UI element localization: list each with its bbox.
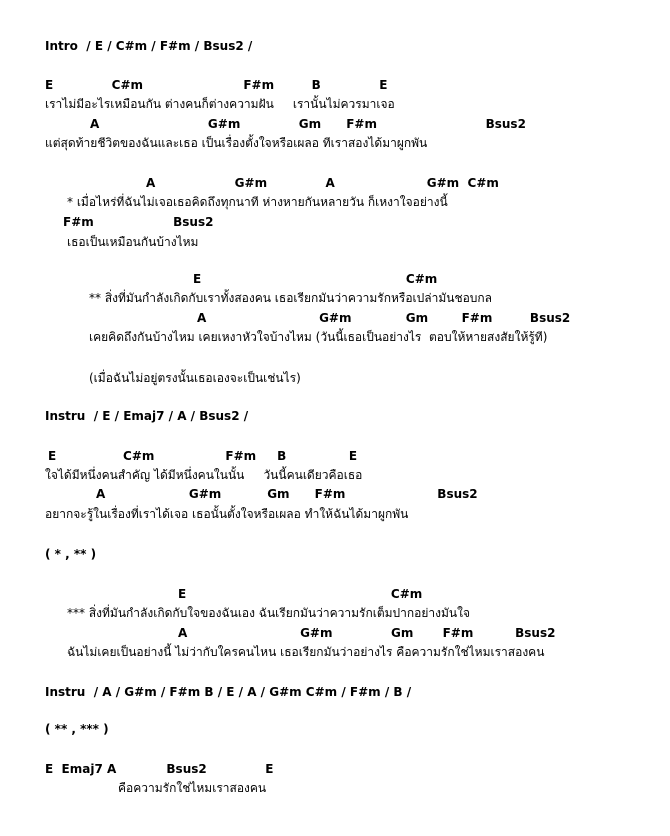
intro-chords: Intro / E / C#m / F#m / Bsus2 / (45, 39, 253, 53)
chorus-lyric-line-1: ** สิ่งที่มันกำลังเกิดกับเราทั้งสองคน เธอเรียกมันว่าความรักหรือเปล่ามันชอบกล (89, 291, 493, 305)
outro-chord-line: E Emaj7 A Bsus2 E (45, 762, 274, 776)
pre-chorus-chord-line-1: A G#m A G#m C#m (146, 176, 499, 190)
verse1-chord-line-2: A G#m Gm F#m Bsus2 (90, 117, 526, 131)
verse1-chord-line-1: E C#m F#m B E (45, 78, 388, 92)
instrumental-1-chords: Instru / E / Emaj7 / A / Bsus2 / (45, 409, 249, 423)
bridge-lyric-line-2: ฉันไม่เคยเป็นอย่างนี้ ไม่ว่ากับใครคนไหน เธอเรียกมันว่าอย่างไร คือความรักใช่ไหมเราสองคน (67, 645, 545, 659)
bridge-chord-line-2: A G#m Gm F#m Bsus2 (178, 626, 556, 640)
verse2-chord-line-2: A G#m Gm F#m Bsus2 (96, 487, 478, 501)
instrumental-2-chords: Instru / A / G#m / F#m B / E / A / G#m C#m / F#m / B / (45, 685, 412, 699)
pre-chorus-lyric-line-1: * เมื่อไหร่ที่ฉันไม่เจอเธอคิดถึงทุกนาที ห่างหายกันหลายวัน ก็เหงาใจอย่างนี้ (67, 195, 448, 209)
verse1-lyric-line-1: เราไม่มีอะไรเหมือนกัน ต่างคนก็ต่างความฝัน เรานั้นไม่ควรมาเจอ (45, 97, 395, 111)
repeat-marker-2: ( ** , *** ) (45, 722, 109, 736)
pre-chorus-lyric-line-2: เธอเป็นเหมือนกันบ้างไหม (67, 235, 199, 249)
repeat-marker-1: ( * , ** ) (45, 547, 97, 561)
chorus-lyric-line-2: เคยคิดถึงกันบ้างไหม เคยเหงาหัวใจบ้างไหม (วันนี้เธอเป็นอย่างไร ตอบให้หายสงสัยให้รู้ที) (89, 330, 548, 344)
outro-lyric-line: คือความรักใช่ไหมเราสองคน (118, 781, 267, 795)
chorus-chord-line-2: A G#m Gm F#m Bsus2 (197, 311, 571, 325)
chorus-chord-line-1: E C#m (193, 272, 438, 286)
verse2-lyric-line-2: อยากจะรู้ในเรื่องที่เราได้เจอ เธอนั้นตั้งใจหรือเผลอ ทำให้ฉันได้มาผูกพัน (45, 507, 409, 521)
verse2-lyric-line-1: ใจได้มีหนึ่งคนสำคัญ ได้มีหนึ่งคนในนั้น วันนี้คนเดียวคือเธอ (45, 468, 363, 482)
verse1-lyric-line-2: แต่สุดท้ายชีวิตของฉันและเธอ เป็นเรื่องตั้งใจหรือเผลอ ทีเราสองได้มาผูกพัน (45, 136, 428, 150)
bridge-chord-line-1: E C#m (178, 587, 423, 601)
bridge-lyric-line-1: *** สิ่งที่มันกำลังเกิดกับใจของฉันเอง ฉันเรียกมันว่าความรักเต็มปากอย่างมันใจ (67, 606, 471, 620)
pre-chorus-chord-line-2: F#m Bsus2 (63, 215, 214, 229)
verse2-chord-line-1: E C#m F#m B E (48, 449, 358, 463)
chorus-lyric-line-3: (เมื่อฉันไม่อยู่ตรงนั้นเธอเองจะเป็นเช่นไร) (89, 371, 301, 385)
